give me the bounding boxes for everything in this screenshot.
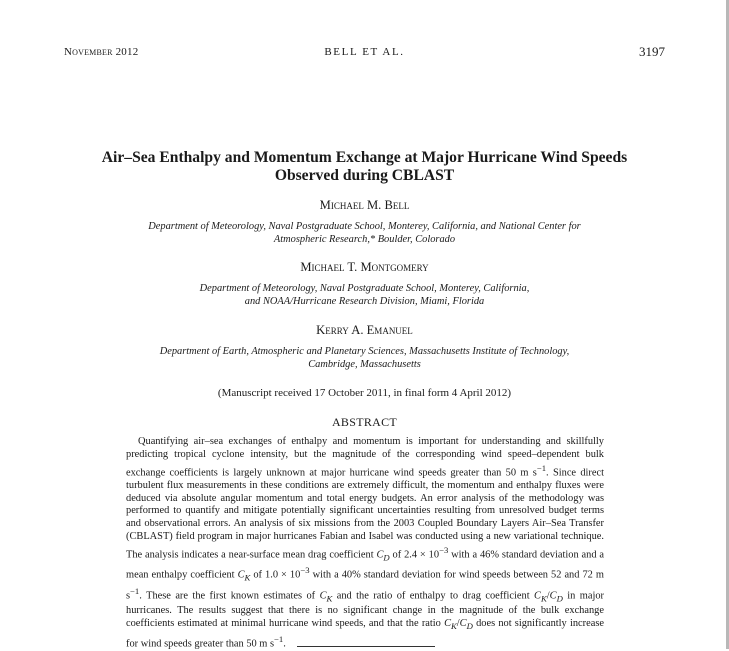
affiliation-1-line-2: Atmospheric Research,* Boulder, Colorado xyxy=(273,234,456,245)
manuscript-received-note: (Manuscript received 17 October 2011, in final form 4 April 2012) xyxy=(217,387,512,399)
affiliation-3-line-1: Department of Earth, Atmospheric and Planetary Sciences, Massachusetts Institute of Technology, xyxy=(159,346,570,357)
affiliation-1-line-1: Department of Meteorology, Naval Postgraduate School, Monterey, California, and National Center for xyxy=(148,221,581,232)
abstract-heading: ABSTRACT xyxy=(331,415,398,429)
article-title xyxy=(60,149,669,185)
page-number: 3197 xyxy=(639,44,665,59)
abstract-text: Quantifying air–sea exchanges of enthalpy and momentum is important for understanding and skillfully predicting tropical cyclone intensity, but the magnitude of the corresponding wind speed–dependent bulk exchange coefficients is largely unknown at major hurricane wind speeds greater than 50 m $s^{-1}$. Since direct turbulent flux measurements in these conditions are extremely difficult, the momentum and enthalpy fluxes were deduced via absolute angular momentum and total energy budgets. An error analysis of the methodology was performed to quantify and mitigate potentially significant uncertainties resulting from unresolved budget terms and observational errors. An analysis of six missions from the 2003 Coupled Boundary Layers Air–Sea Transfer (CBLAST) field program in major hurricanes Fabian and Isabel was conducted using a new variational technique. The analysis indicates a near-surface mean drag coefficient $C_D$ of $2.4 \times 10^{-3}$ with a 46% standard deviation and a mean enthalpy coefficient $C_K$ of $1.0 \times 10^{-3}$ with a 40% standard deviation for wind speeds between 52 and 72 m $s^{-1}$. These are the first known estimates of $C_K$ and the ratio of enthalpy to drag coefficient $C_K/C_D$ in major hurricanes. The results suggest that there is no significant change in the magnitude of the bulk exchange coefficients estimated at minimal hurricane wind speeds, and that the ratio $C_K/C_D$ does not significantly increase for wind speeds greater than 50 m $s^{-1}$. xyxy=(126,436,605,650)
article-title-line-2: Observed during CBLAST xyxy=(274,167,455,184)
running-head-date: November 2012 xyxy=(64,46,139,58)
article-title-line-1: Air–Sea Enthalpy and Momentum Exchange at Major Hurricane Wind Speeds xyxy=(101,149,628,166)
author-affiliation-1 xyxy=(100,220,629,246)
author-name-3: Kerry A. Emanuel xyxy=(316,323,413,337)
running-head xyxy=(64,46,665,62)
footnote-rule xyxy=(297,646,435,647)
affiliation-2-line-1: Department of Meteorology, Naval Postgraduate School, Monterey, California, xyxy=(199,283,530,294)
author-name-1: Michael M. Bell xyxy=(319,198,410,212)
affiliation-3-line-2: Cambridge, Massachusetts xyxy=(308,359,421,370)
author-affiliation-3 xyxy=(100,345,629,371)
author-affiliation-2 xyxy=(100,282,629,308)
running-head-authors: BELL ET AL. xyxy=(324,46,405,58)
author-name-2: Michael T. Montgomery xyxy=(300,260,429,274)
affiliation-2-line-2: and NOAA/Hurricane Research Division, Miami, Florida xyxy=(244,296,485,307)
